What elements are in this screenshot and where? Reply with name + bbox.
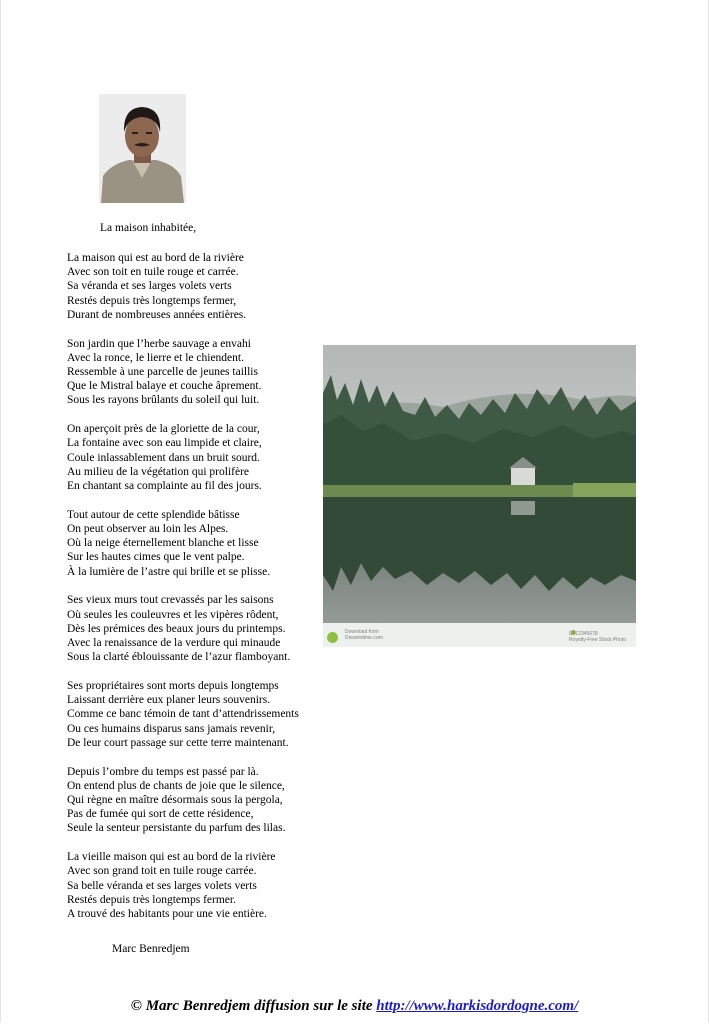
footer bbox=[0, 998, 709, 1015]
poem-line: La maison qui est au bord de la rivière bbox=[67, 252, 244, 264]
poem-line: Avec son grand toit en tuile rouge carrée. bbox=[67, 865, 257, 878]
poem-line: Sur les hautes cimes que le vent palpe. bbox=[67, 551, 245, 564]
poem-body bbox=[67, 251, 299, 936]
poem-line: Sa véranda et ses larges volets verts bbox=[67, 280, 232, 293]
poem-line: Sous les rayons brûlants du soleil qui luit. bbox=[67, 394, 260, 407]
poem-title: La maison inhabitée, bbox=[100, 222, 197, 234]
poem-line: Restés depuis très longtemps fermer, bbox=[67, 294, 237, 307]
poem-line: Avec la ronce, le lierre et le chiendent. bbox=[67, 351, 244, 364]
poem-line: Depuis l’ombre du temps est passé par là. bbox=[67, 765, 259, 778]
footer-link[interactable]: http://www.harkisdordogne.com/ bbox=[376, 998, 579, 1014]
poem-line: Durant de nombreuses années entières. bbox=[67, 308, 247, 321]
poem-line: Sa belle véranda et ses larges volets verts bbox=[67, 879, 257, 892]
poem-line: Coule inlassablement dans un bruit sourd. bbox=[67, 451, 260, 464]
poem-line: Restés depuis très longtemps fermer. bbox=[67, 893, 236, 906]
poem-line: Son jardin que l’herbe sauvage a envahi bbox=[67, 337, 251, 350]
poem-line: Tout autour de cette splendide bâtisse bbox=[67, 508, 240, 521]
poem-line: Comme ce banc témoin de tant d’attendrissements bbox=[67, 708, 299, 721]
poem-line: Qui règne en maître désormais sous la pergola, bbox=[67, 794, 283, 807]
poem-line: Où seules les couleuvres et les vipères rôdent, bbox=[67, 608, 279, 621]
stanza bbox=[67, 679, 299, 750]
stanza bbox=[67, 337, 299, 408]
poem-line: Avec la renaissance de la verdure qui minaude bbox=[67, 637, 281, 650]
stanza bbox=[67, 508, 299, 579]
poem-line: On aperçoit près de la gloriette de la cour, bbox=[67, 423, 260, 436]
dreamstime-logo-icon bbox=[327, 632, 338, 643]
stanza bbox=[67, 593, 299, 664]
stanza bbox=[67, 850, 299, 921]
poem-line: Ressemble à une parcelle de jeunes taillis bbox=[67, 366, 258, 379]
watermark-right: ID 12345678 Royalty-Free Stock Photo bbox=[569, 631, 626, 643]
poem-line: Laissant derrière eux planer leurs souvenirs. bbox=[67, 694, 271, 707]
poem-line: Seule la senteur persistante du parfum des lilas. bbox=[67, 822, 286, 835]
footer-text: © Marc Benredjem diffusion sur le site bbox=[130, 998, 377, 1014]
poem-line: Sous la clarté éblouissante de l’azur flamboyant. bbox=[67, 651, 291, 664]
poem-line: En chantant sa complainte au fil des jours. bbox=[67, 480, 262, 493]
poem-line: Ses vieux murs tout crevassés par les saisons bbox=[67, 594, 274, 607]
poem-line: On entend plus de chants de joie que le silence, bbox=[67, 779, 285, 792]
signature: Marc Benredjem bbox=[112, 943, 190, 955]
stanza bbox=[67, 765, 299, 836]
author-portrait bbox=[99, 94, 186, 203]
poem-line: De leur court passage sur cette terre maintenant. bbox=[67, 736, 289, 749]
poem-line: Où la neige éternellement blanche et lisse bbox=[67, 537, 259, 550]
lake-house-photo bbox=[323, 345, 636, 647]
poem-line: Avec son toit en tuile rouge et carrée. bbox=[67, 266, 239, 279]
stanza bbox=[67, 422, 299, 493]
poem-line: La vieille maison qui est au bord de la rivière bbox=[67, 851, 276, 864]
poem-line: Au milieu de la végétation qui prolifère bbox=[67, 465, 250, 478]
poem-line: La fontaine avec son eau limpide et claire, bbox=[67, 437, 262, 450]
poem-line: Dès les prémices des beaux jours du printemps. bbox=[67, 622, 286, 635]
poem-line: Que le Mistral balaye et couche âprement. bbox=[67, 380, 262, 393]
watermark-left: Download from Dreamstime.com bbox=[345, 629, 383, 641]
poem-line: On peut observer au loin les Alpes. bbox=[67, 523, 229, 536]
poem-line: Ou ces humains disparus sans jamais revenir, bbox=[67, 722, 276, 735]
poem-line: Ses propriétaires sont morts depuis longtemps bbox=[67, 680, 279, 693]
poem-line: À la lumière de l’astre qui brille et se plisse. bbox=[67, 565, 271, 578]
stanza bbox=[67, 251, 299, 322]
poem-line: A trouvé des habitants pour une vie entière. bbox=[67, 908, 267, 921]
poem-line: Pas de fumée qui sort de cette résidence, bbox=[67, 808, 254, 821]
